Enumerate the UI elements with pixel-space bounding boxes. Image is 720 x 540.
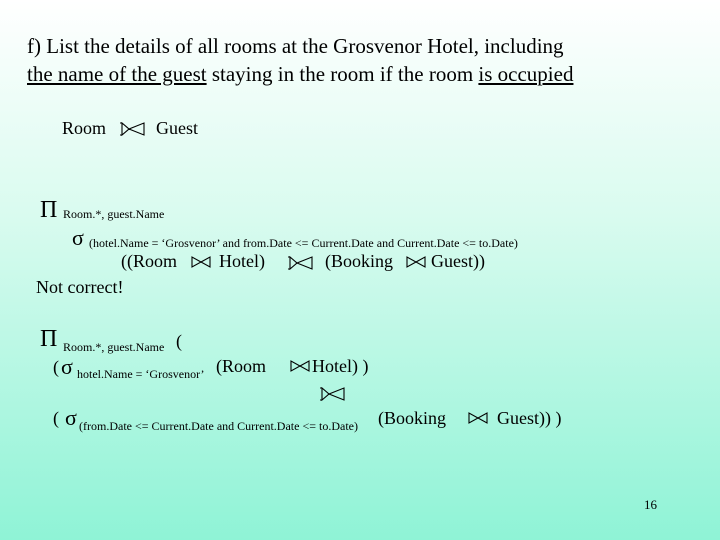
expr2-hotel: Hotel) xyxy=(219,251,265,271)
left-outer-join-icon xyxy=(320,387,346,401)
not-correct-label: Not correct! xyxy=(36,277,124,297)
expr2-room: ((Room xyxy=(121,251,177,271)
expr3-booking: (Booking xyxy=(378,408,447,428)
expr3-guest: Guest)) ) xyxy=(497,408,562,428)
pi-subscript: Room.*, guest.Name xyxy=(63,207,165,221)
sigma-subscript-hotel: hotel.Name = ‘Grosvenor’ xyxy=(77,367,205,381)
title-underlined-occupied: is occupied xyxy=(478,62,574,86)
sigma-symbol: σ xyxy=(65,405,77,430)
expr3-room: (Room xyxy=(216,356,267,376)
left-outer-join-icon xyxy=(288,256,314,270)
title-middle-text: staying in the room if the room xyxy=(206,62,479,86)
expr3-line4-open-paren: ( xyxy=(53,408,59,428)
sigma-symbol: σ xyxy=(72,225,84,250)
pi-subscript: Room.*, guest.Name xyxy=(63,340,165,354)
page-number: 16 xyxy=(644,497,657,512)
sigma-subscript-dates: (from.Date <= Current.Date and Current.Date <= to.Date) xyxy=(79,419,358,433)
pi-symbol: Π xyxy=(40,197,58,223)
expr3-line2-open-paren: ( xyxy=(53,357,59,377)
natural-join-icon xyxy=(190,256,216,270)
sigma-symbol: σ xyxy=(61,354,73,379)
slide-title-line1: f) List the details of all rooms at the Grosvenor Hotel, including xyxy=(27,34,564,58)
expr2-booking: (Booking xyxy=(325,251,394,271)
sigma-subscript: (hotel.Name = ‘Grosvenor’ and from.Date <= Current.Date and Current.Date <= to.Date) xyxy=(89,236,518,250)
left-outer-join-icon xyxy=(120,122,146,136)
expr1-room: Room xyxy=(62,118,107,138)
expr3-open-paren: ( xyxy=(176,331,182,351)
natural-join-icon xyxy=(405,256,431,270)
slide-title-line2 xyxy=(27,60,573,89)
natural-join-icon xyxy=(467,412,493,426)
expr3-hotel: Hotel) ) xyxy=(312,356,369,376)
title-underlined-guest-name: the name of the guest xyxy=(27,62,207,86)
expr1-guest: Guest xyxy=(156,118,198,138)
expr2-guest: Guest)) xyxy=(431,251,485,271)
pi-symbol: Π xyxy=(40,326,58,352)
